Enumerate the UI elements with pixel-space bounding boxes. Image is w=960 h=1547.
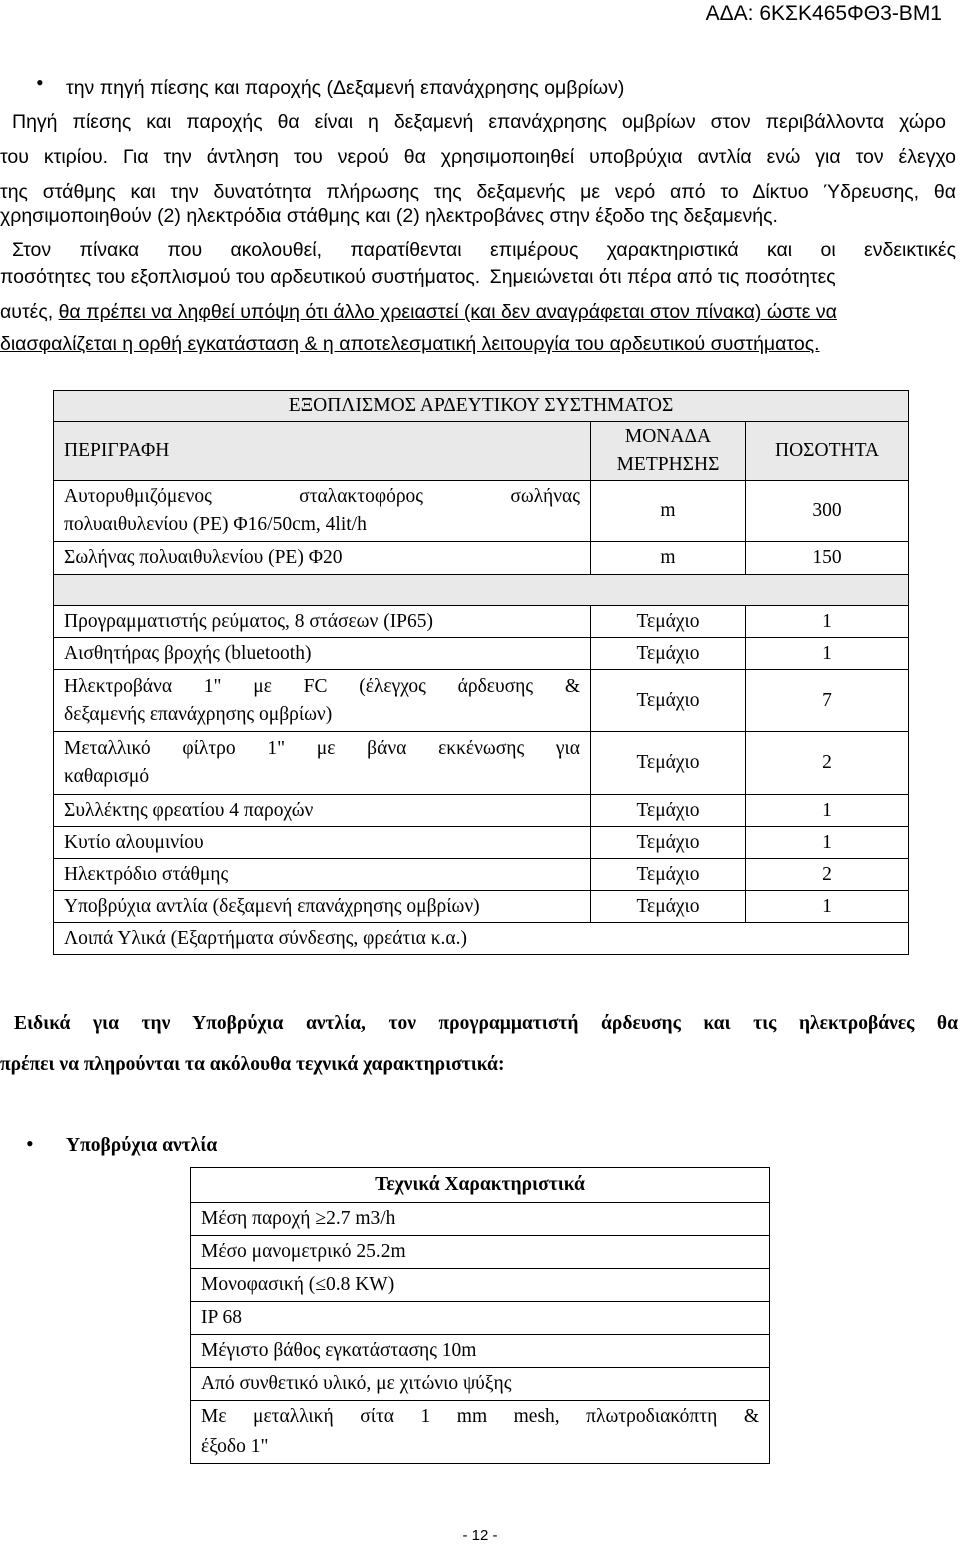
table-row <box>191 1401 770 1464</box>
row-desc: Υποβρύχια αντλία (δεξαμενή επανάχρησης ομβρίων) <box>54 891 591 923</box>
row-qty: 1 <box>746 827 909 859</box>
col-qty-header: ΠΟΣΟΤΗΤΑ <box>746 422 909 481</box>
row-desc-line2: πολυαιθυλενίου (PE) Φ16/50cm, 4lit/h <box>64 514 367 535</box>
tech-spec-line2: έξοδο 1" <box>201 1436 269 1457</box>
row-desc-line2: καθαρισμό <box>64 766 150 787</box>
row-qty: 1 <box>746 606 909 638</box>
table-row <box>54 606 909 638</box>
row-qty: 2 <box>746 732 909 795</box>
row-unit: Τεμάχιο <box>591 827 746 859</box>
table-row <box>54 638 909 670</box>
tech-spec: Μονοφασική (≤0.8 KW) <box>191 1269 770 1302</box>
row-unit: Τεμάχιο <box>591 638 746 670</box>
tech-title-row <box>191 1168 770 1203</box>
row-desc <box>54 481 591 542</box>
col-unit-header-2: ΜΕΤΡΗΣΗΣ <box>616 454 720 475</box>
row-unit: Τεμάχιο <box>591 670 746 732</box>
row-unit: Τεμάχιο <box>591 795 746 827</box>
intro-line-4: χρησιμοποιηθούν (2) ηλεκτρόδια στάθμης και (2) ηλεκτροβάνες στην έξοδο της δεξαμενής. <box>0 205 778 227</box>
table-row <box>54 795 909 827</box>
row-unit: Τεμάχιο <box>591 732 746 795</box>
intro-line-2: του κτιρίου. Για την άντληση του νερού θα χρησιμοποιηθεί υποβρύχια αντλία ενώ για τον έλεγχο <box>0 146 956 168</box>
bullet-icon: • <box>36 70 44 95</box>
para2-underlined: θα πρέπει να ληφθεί υπόψη ότι άλλο χρειαστεί (και δεν αναγράφεται στον πίνακα) ώστε να <box>58 301 837 323</box>
table-row <box>54 481 909 542</box>
table-row <box>54 891 909 923</box>
row-qty: 2 <box>746 859 909 891</box>
table-row <box>191 1368 770 1401</box>
separator-row <box>54 575 909 606</box>
intro-bullet-title: την πηγή πίεσης και παροχής (Δεξαμενή επανάχρησης ομβρίων) <box>66 77 625 99</box>
tech-specs-table <box>190 1167 770 1464</box>
row-desc <box>54 732 591 795</box>
row-qty: 7 <box>746 670 909 732</box>
table-row <box>191 1269 770 1302</box>
row-qty: 150 <box>746 542 909 575</box>
para2-line-1: Στον πίνακα που ακολουθεί, παρατίθενται επιμέρους χαρακτηριστικά και οι ενδεικτικές <box>12 239 956 261</box>
row-unit: m <box>591 542 746 575</box>
table-row <box>191 1236 770 1269</box>
row-desc: Συλλέκτης φρεατίου 4 παροχών <box>54 795 591 827</box>
row-desc: Προγραμματιστής ρεύματος, 8 στάσεων (IP65) <box>54 606 591 638</box>
equipment-title: ΕΞΟΠΛΙΣΜΟΣ ΑΡΔΕΥΤΙΚΟΥ ΣΥΣΤΗΜΑΤΟΣ <box>54 391 909 422</box>
row-desc: Αισθητήρας βροχής (bluetooth) <box>54 638 591 670</box>
para2-line-2-text: ποσότητες του εξοπλισμού του αρδευτικού συστήματος. <box>0 266 481 288</box>
row-unit: m <box>591 481 746 542</box>
row-qty: 1 <box>746 795 909 827</box>
tech-spec: Μέγιστο βάθος εγκατάστασης 10m <box>191 1335 770 1368</box>
page-number: - 12 - <box>462 1527 498 1544</box>
para2-line-2 <box>0 265 960 289</box>
table-row <box>54 670 909 732</box>
col-unit-header-1: ΜΟΝΑΔΑ <box>624 426 712 447</box>
row-qty: 300 <box>746 481 909 542</box>
tech-spec: Μέση παροχή ≥2.7 m3/h <box>191 1203 770 1236</box>
table-row <box>54 827 909 859</box>
row-qty: 1 <box>746 638 909 670</box>
row-desc <box>54 670 591 732</box>
equipment-table <box>53 390 909 955</box>
table-row <box>54 923 909 955</box>
equipment-header-row <box>54 422 909 481</box>
ada-code: ΑΔΑ: 6ΚΣΚ465ΦΘ3-ΒΜ1 <box>705 2 942 25</box>
row-desc-line1: Αυτορυθμιζόμενος σταλακτοφόρος σωλήνας <box>64 486 580 507</box>
col-desc-header: ΠΕΡΙΓΡΑΦΗ <box>54 422 591 481</box>
row-unit <box>591 923 746 955</box>
row-desc: Κυτίο αλουμινίου <box>54 827 591 859</box>
tech-spec: IP 68 <box>191 1302 770 1335</box>
pump-bullet-title: Υποβρύχια αντλία <box>66 1135 218 1156</box>
tech-spec: Από συνθετικό υλικό, με χιτώνιο ψύξης <box>191 1368 770 1401</box>
tech-spec-line1: Με μεταλλική σίτα 1 mm mesh, πλωτροδιακόπτη & <box>201 1406 759 1427</box>
table-row <box>54 859 909 891</box>
intro-line-3: της στάθμης και την δυνατότητα πλήρωσης της δεξαμενής με νερό από το Δίκτυο Ύδρευσης, θα <box>0 181 956 203</box>
row-unit: Τεμάχιο <box>591 606 746 638</box>
row-qty: 1 <box>746 891 909 923</box>
tech-spec <box>191 1401 770 1464</box>
equipment-title-row <box>54 391 909 422</box>
row-desc: Λοιπά Υλικά (Εξαρτήματα σύνδεσης, φρεάτια κ.α.) <box>54 923 591 955</box>
table-row <box>191 1302 770 1335</box>
para2-tail: Σημειώνεται ότι πέρα από τις ποσότητες <box>489 266 836 288</box>
row-unit: Τεμάχιο <box>591 859 746 891</box>
table-row <box>191 1203 770 1236</box>
separator-cell <box>54 575 909 606</box>
row-desc-line2: δεξαμενής επανάχρησης ομβρίων) <box>64 703 333 725</box>
row-unit: Τεμάχιο <box>591 891 746 923</box>
tech-spec: Μέσο μανομετρικό 25.2m <box>191 1236 770 1269</box>
row-desc-line1: Ηλεκτροβάνα 1" με FC (έλεγχος άρδευσης & <box>64 675 580 697</box>
table-row <box>191 1335 770 1368</box>
table-row <box>54 542 909 575</box>
row-desc: Σωλήνας πολυαιθυλενίου (PE) Φ20 <box>54 542 591 575</box>
tech-title: Τεχνικά Χαρακτηριστικά <box>191 1168 770 1203</box>
row-desc: Ηλεκτρόδιο στάθμης <box>54 859 591 891</box>
row-qty <box>746 923 909 955</box>
row-desc-line1: Μεταλλικό φίλτρο 1" με βάνα εκκένωσης για <box>64 738 580 759</box>
para2-line-3 <box>0 300 960 324</box>
special-line-2: πρέπει να πληρούνται τα ακόλουθα τεχνικά χαρακτηριστικά: <box>0 1054 505 1075</box>
table-row <box>54 732 909 795</box>
bullet-icon: • <box>26 1131 34 1156</box>
special-line-1: Ειδικά για την Υποβρύχια αντλία, τον προγραμματιστή άρδευσης και τις ηλεκτροβάνες θα <box>14 1013 958 1034</box>
para2-underlined-start: αυτές, <box>0 301 59 323</box>
intro-line-1: Πηγή πίεσης και παροχής θα είναι η δεξαμενή επανάχρησης ομβρίων στον περιβάλλοντα χώρο <box>12 111 946 133</box>
col-unit-header <box>591 422 746 481</box>
para2-last-line: διασφαλίζεται η ορθή εγκατάσταση & η αποτελεσματική λειτουργία του αρδευτικού συστήματος. <box>0 333 820 355</box>
